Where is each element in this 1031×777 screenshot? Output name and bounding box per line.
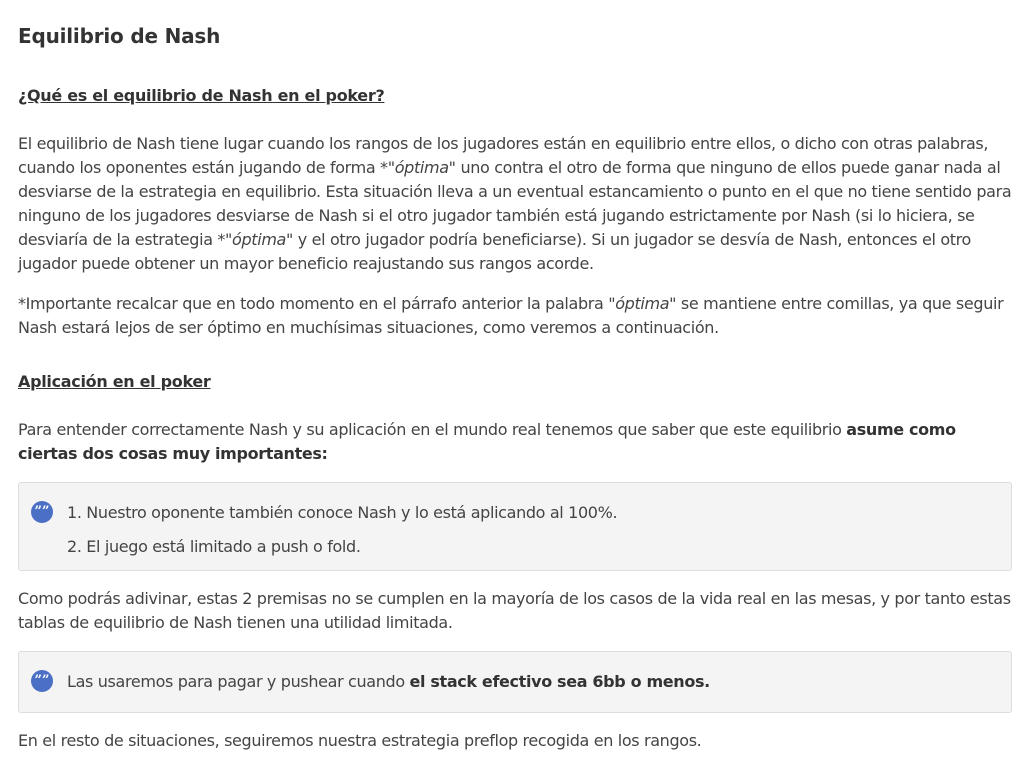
emphasis-optima: "óptima" — [225, 230, 294, 249]
callout-text — [67, 670, 710, 694]
quote-icon: ”” — [31, 670, 53, 692]
bold-text: el stack efectivo sea 6bb o menos. — [409, 672, 710, 691]
premises-list — [67, 501, 617, 559]
paragraph-text: Las usaremos para pagar y pushear cuando — [67, 672, 410, 691]
paragraph-nash-definition — [18, 132, 1012, 276]
paragraph-application-intro — [18, 418, 1012, 466]
paragraph-text: y el otro jugador podría beneficiarse). Si un jugador se desvía de Nash, entonces el otro jugador puede obtener un mayor beneficio reajustando sus rangos acorde. — [18, 230, 971, 273]
list-item: 2. El juego está limitado a push o fold. — [67, 537, 361, 556]
paragraph-text: se mantiene entre comillas, ya que seguir Nash estará lejos de ser óptimo en muchísimas situaciones, como veremos a continuación. — [18, 294, 1004, 337]
bold-text: asume como ciertas dos cosas muy importantes: — [18, 420, 956, 463]
list-item: 1. Nuestro oponente también conoce Nash y lo está aplicando al 100%. — [67, 503, 618, 522]
usage-callout — [18, 651, 1012, 713]
emphasis-optima: "óptima" — [387, 158, 456, 177]
section-heading-application: Aplicación en el poker — [18, 372, 211, 391]
paragraph-text: Para entender correctamente Nash y su aplicación en el mundo real tenemos que saber que este equilibrio — [18, 420, 847, 439]
paragraph-text: El equilibrio de Nash tiene lugar cuando los rangos de los jugadores están en equilibrio entre ellos, o dicho con otras palabras, cuando los oponentes están jugando de forma * — [18, 134, 989, 177]
premises-callout — [18, 482, 1012, 571]
page-title: Equilibrio de Nash — [18, 24, 221, 48]
section-heading-what-is-nash: ¿Qué es el equilibrio de Nash en el poker? — [18, 86, 385, 105]
paragraph-closing: En el resto de situaciones, seguiremos nuestra estrategia preflop recogida en los rangos. — [18, 731, 702, 750]
paragraph-important-note — [18, 292, 1012, 340]
paragraph-text: *Importante recalcar que en todo momento en el párrafo anterior la palabra — [18, 294, 609, 313]
paragraph-premises-not-met: Como podrás adivinar, estas 2 premisas no se cumplen en la mayoría de los casos de la vida real en las mesas, y por tanto estas tablas de equilibrio de Nash tienen una utilidad limitada. — [18, 589, 1011, 632]
quote-icon: ”” — [31, 501, 53, 523]
paragraph-text: uno contra el otro de forma que ninguno de ellos puede ganar nada al desviarse de la estrategia en equilibrio. Esta situación lleva a un eventual estancamiento o punto en el que no tiene sentido para ninguno de los jugadores desviarse de Nash si el otro jugador también está jugando estrictamente por Nash (si lo hiciera, se desviaría de la estrategia * — [18, 158, 1012, 249]
emphasis-optima: "óptima" — [608, 294, 677, 313]
